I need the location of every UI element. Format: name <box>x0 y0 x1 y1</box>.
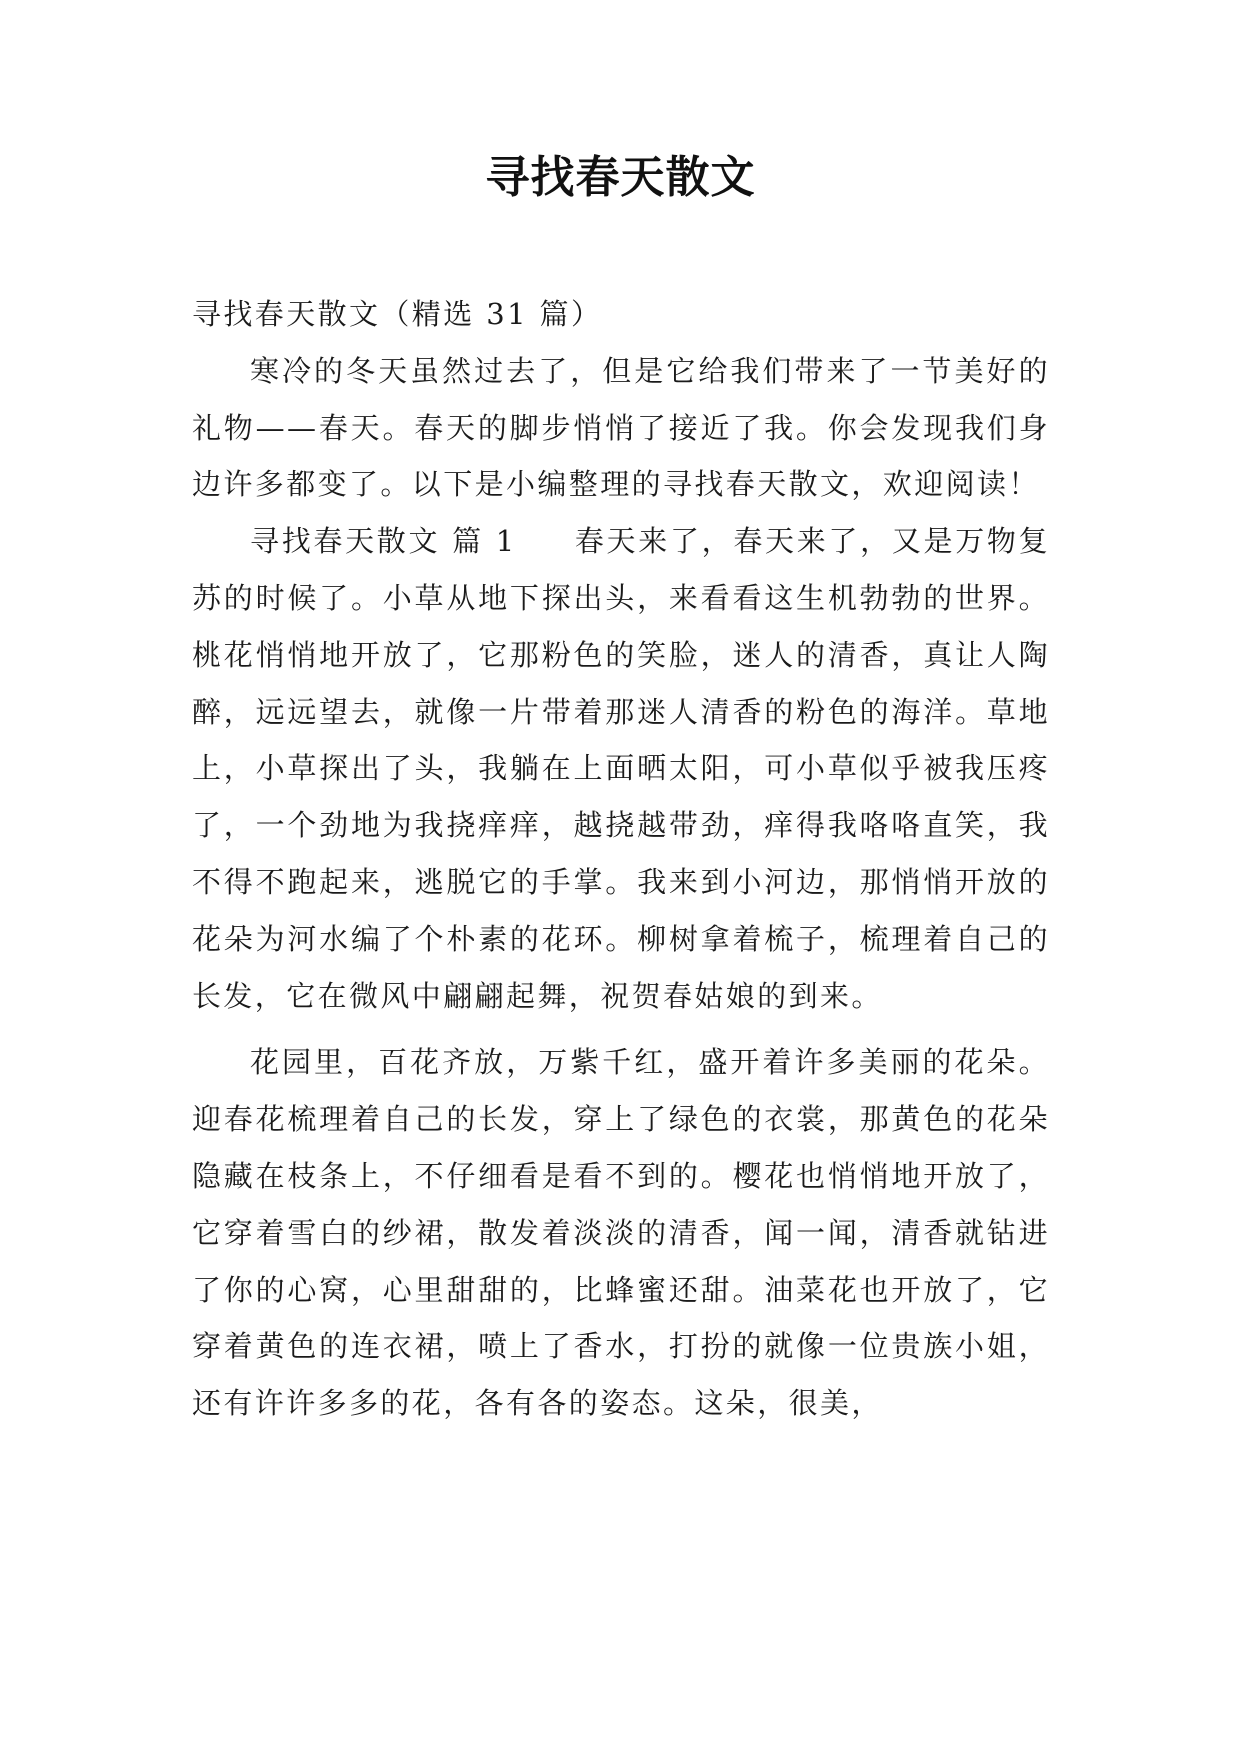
document-title: 寻找春天散文 <box>485 152 756 203</box>
section-1-paragraph <box>192 513 1050 1024</box>
document-subtitle: 寻找春天散文（精选 31 篇） <box>192 297 603 331</box>
section-heading: 寻找春天散文 篇 1 <box>250 524 517 559</box>
document-body <box>192 286 1050 1432</box>
paragraph-2: 花园里，百花齐放，万紫千红，盛开着许多美丽的花朵。迎春花梳理着自己的长发，穿上了绿色的衣裳，那黄色的花朵隐藏在枝条上，不仔细看是看不到的。樱花也悄悄地开放了，它穿着雪白的纱裙，散发着淡淡的清香，闻一闻，清香就钻进了你的心窝，心里甜甜的，比蜂蜜还甜。油菜花也开放了，它穿着黄色的连衣裙，喷上了香水，打扮的就像一位贵族小姐，还有许许多多的花，各有各的姿态。这朵，很美， <box>192 1045 1050 1421</box>
paragraph-1: 春天来了，春天来了，又是万物复苏的时候了。小草从地下探出头，来看看这生机勃勃的世界。桃花悄悄地开放了，它那粉色的笑脸，迷人的清香，真让人陶醉，远远望去，就像一片带着那迷人清香的粉色的海洋。草地上，小草探出了头，我躺在上面晒太阳，可小草似乎被我压疼了，一个劲地为我挠痒痒，越挠越带劲，痒得我咯咯直笑，我不得不跑起来，逃脱它的手掌。我来到小河边，那悄悄开放的花朵为河水编了个朴素的花环。柳树拿着梳子，梳理着自己的长发，它在微风中翩翩起舞，祝贺春姑娘的到来。 <box>192 524 1050 1013</box>
intro-paragraph: 寒冷的冬天虽然过去了，但是它给我们带来了一节美好的礼物——春天。春天的脚步悄悄了接近了我。你会发现我们身边许多都变了。以下是小编整理的寻找春天散文，欢迎阅读！ <box>192 353 1050 502</box>
